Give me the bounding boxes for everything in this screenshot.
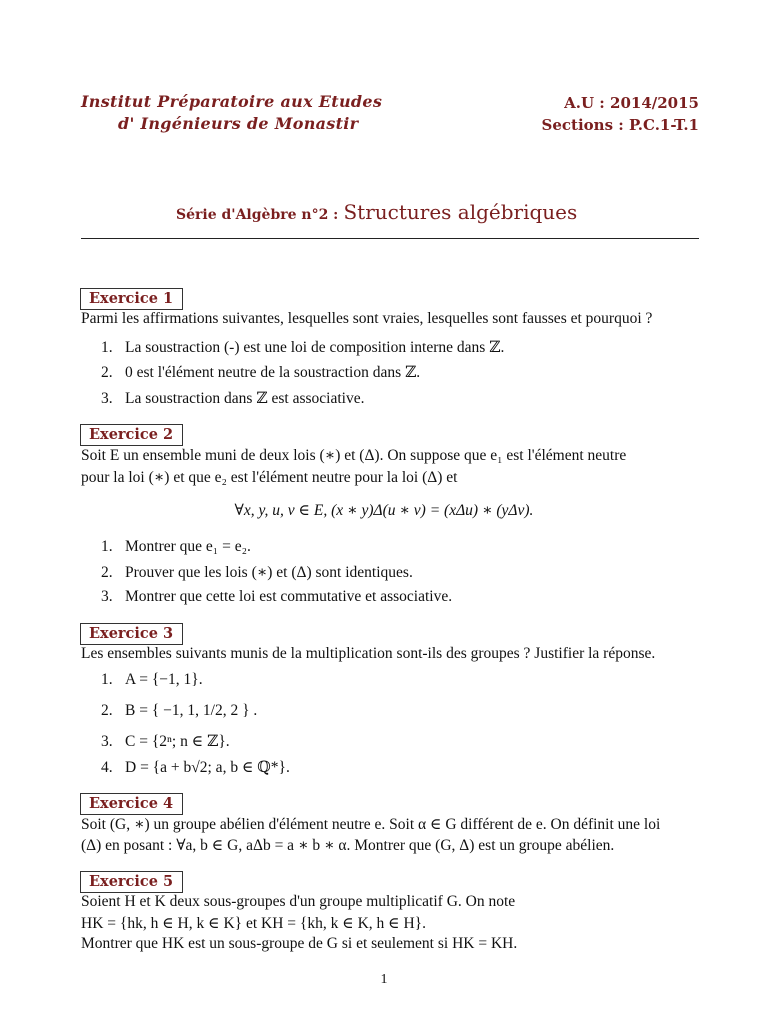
exercise-5-intro-line2: HK = {hk, h ∈ H, k ∈ K} et KH = {kh, k ∈ K, h ∈ H}.: [81, 915, 426, 932]
exercise-4-intro-line1: Soit (G, ∗) un groupe abélien d'élément neutre e. Soit α ∈ G différent de e. On définit une loi: [81, 816, 661, 833]
exercise-3-item-3: 3. C = {2ⁿ; n ∈ ℤ}.: [101, 733, 230, 750]
academic-year: A.U : 2014/2015: [564, 94, 699, 112]
institute-name-line2: d' Ingénieurs de Monastir: [118, 114, 359, 133]
exercise-1-item-2: 2. 0 est l'élément neutre de la soustraction dans ℤ.: [101, 364, 421, 381]
exercise-4-intro-line2: (Δ) en posant : ∀a, b ∈ G, aΔb = a ∗ b ∗ α. Montrer que (G, Δ) est un groupe abélien.: [81, 837, 615, 854]
exercise-2-equation: ∀x, y, u, v ∈ E, (x ∗ y)Δ(u ∗ v) = (xΔu) ∗ (yΔv).: [234, 502, 534, 519]
exercise-1-intro: Parmi les affirmations suivantes, lesquelles sont vraies, lesquelles sont fausses et pourquoi ?: [81, 310, 653, 327]
institute-name-line1: Institut Préparatoire aux Etudes: [81, 92, 383, 111]
exercise-2-item-2: 2. Prouver que les lois (∗) et (Δ) sont identiques.: [101, 564, 413, 581]
exercise-3-item-2: 2. B = { −1, 1, 1/2, 2 } .: [101, 702, 258, 719]
exercise-4-label: Exercice 4: [80, 793, 183, 815]
exercise-5-label: Exercice 5: [80, 871, 183, 893]
exercise-2-item-3: 3. Montrer que cette loi est commutative et associative.: [101, 588, 453, 605]
exercise-1-item-3: 3. La soustraction dans ℤ est associative.: [101, 390, 365, 407]
exercise-2-intro-line1: Soit E un ensemble muni de deux lois (∗) et (Δ). On suppose que e₁ est l'élément neutre: [81, 447, 627, 464]
exercise-3-item-4: 4. D = {a + b√2; a, b ∈ ℚ*}.: [101, 759, 290, 776]
page-title: [176, 200, 577, 224]
exercise-5-intro-line1: Soient H et K deux sous-groupes d'un groupe multiplicatif G. On note: [81, 893, 516, 910]
sections: Sections : P.C.1-T.1: [541, 116, 699, 134]
exercise-2-item-1: 1. Montrer que e₁ = e₂.: [101, 538, 251, 555]
exercise-3-intro: Les ensembles suivants munis de la multiplication sont-ils des groupes ? Justifier la réponse.: [81, 645, 656, 662]
exercise-2-label: Exercice 2: [80, 424, 183, 446]
exercise-5-intro-line3: Montrer que HK est un sous-groupe de G si et seulement si HK = KH.: [81, 935, 518, 952]
exercise-2-intro-line2: pour la loi (∗) et que e₂ est l'élément neutre pour la loi (Δ) et: [81, 469, 458, 486]
subject-title: Structures algébriques: [343, 200, 578, 224]
exercise-1-item-1: 1. La soustraction (-) est une loi de composition interne dans ℤ.: [101, 339, 505, 356]
series-label: Série d'Algèbre n°2 :: [176, 207, 339, 223]
exercise-3-label: Exercice 3: [80, 623, 183, 645]
exercise-1-label: Exercice 1: [80, 288, 183, 310]
exercise-3-item-1: 1. A = {−1, 1}.: [101, 671, 203, 688]
title-divider: [81, 238, 699, 239]
page-number: 1: [380, 972, 388, 987]
